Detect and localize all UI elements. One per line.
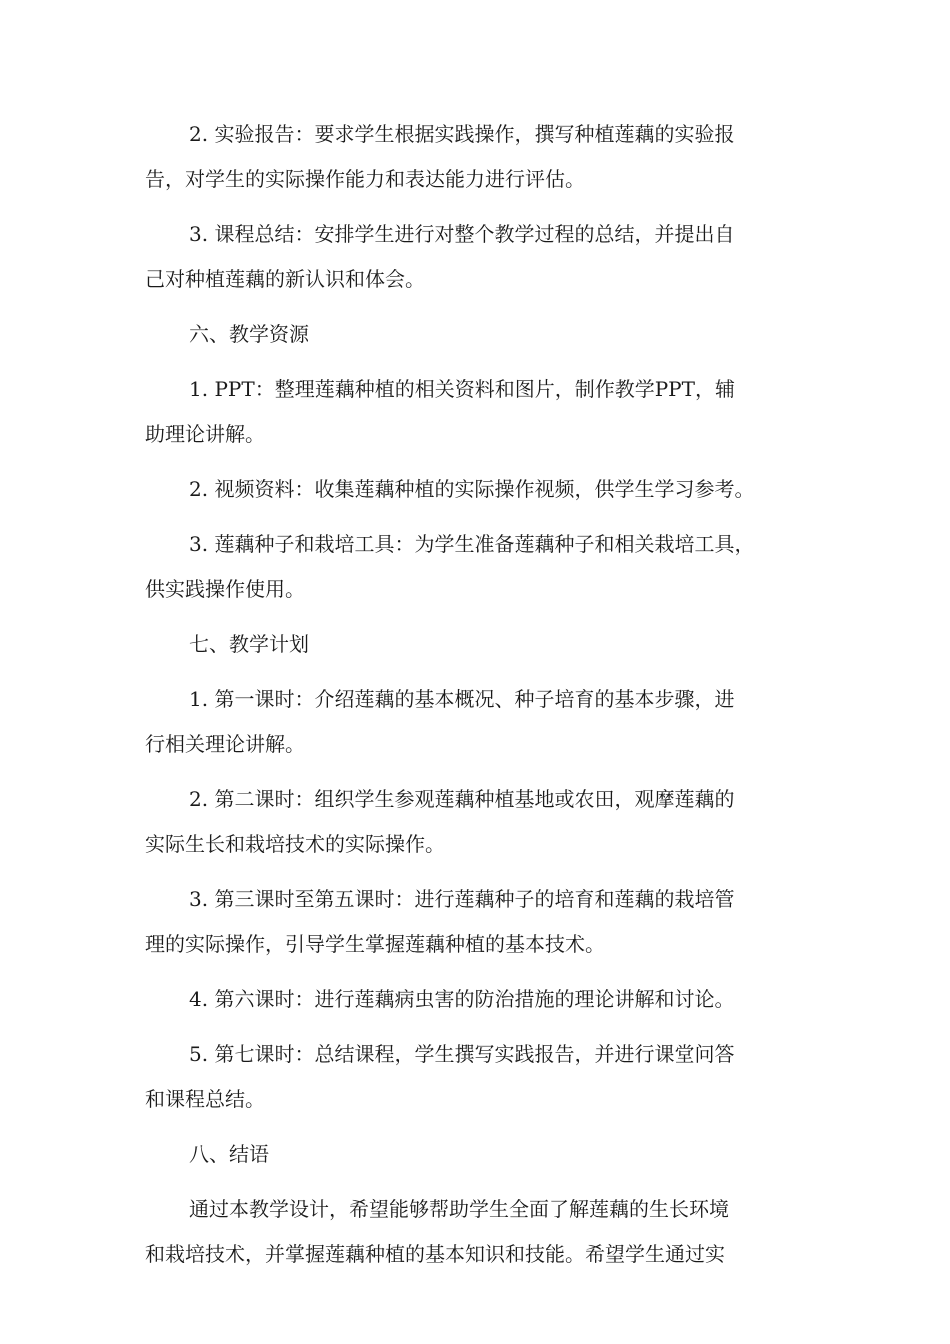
text-line: 2. 视频资料：收集莲藕种植的实际操作视频，供学生学习参考。	[189, 477, 755, 501]
paragraph-lesson-3-5	[145, 877, 815, 967]
heading-text: 七、教学计划	[189, 632, 309, 656]
text-line: 1. PPT：整理莲藕种植的相关资料和图片，制作教学PPT，辅	[189, 377, 735, 401]
section-heading-teaching-plan	[145, 622, 815, 667]
paragraph-experiment-report	[145, 112, 815, 202]
text-line: 2. 实验报告：要求学生根据实践操作，撰写种植莲藕的实验报	[189, 122, 735, 146]
document-body	[145, 112, 815, 1287]
text-line: 和栽培技术，并掌握莲藕种植的基本知识和技能。希望学生通过实	[145, 1242, 725, 1266]
paragraph-lesson-2	[145, 777, 815, 867]
heading-text: 六、教学资源	[189, 322, 309, 346]
text-line: 4. 第六课时：进行莲藕病虫害的防治措施的理论讲解和讨论。	[189, 987, 735, 1011]
paragraph-seeds-tools	[145, 522, 815, 612]
paragraph-course-summary	[145, 212, 815, 302]
text-line: 供实践操作使用。	[145, 577, 305, 601]
text-line: 3. 课程总结：安排学生进行对整个教学过程的总结，并提出自	[189, 222, 735, 246]
text-line: 3. 莲藕种子和栽培工具：为学生准备莲藕种子和相关栽培工具，	[189, 532, 755, 556]
text-line: 5. 第七课时：总结课程，学生撰写实践报告，并进行课堂问答	[189, 1042, 735, 1066]
paragraph-conclusion	[145, 1187, 815, 1277]
paragraph-video-materials	[145, 467, 815, 512]
text-line: 理的实际操作，引导学生掌握莲藕种植的基本技术。	[145, 932, 605, 956]
text-line: 行相关理论讲解。	[145, 732, 305, 756]
text-line: 告，对学生的实际操作能力和表达能力进行评估。	[145, 167, 585, 191]
paragraph-lesson-1	[145, 677, 815, 767]
text-line: 2. 第二课时：组织学生参观莲藕种植基地或农田，观摩莲藕的	[189, 787, 735, 811]
paragraph-ppt	[145, 367, 815, 457]
paragraph-lesson-7	[145, 1032, 815, 1122]
text-line: 1. 第一课时：介绍莲藕的基本概况、种子培育的基本步骤，进	[189, 687, 735, 711]
text-line: 和课程总结。	[145, 1087, 265, 1111]
section-heading-teaching-resources	[145, 312, 815, 357]
text-line: 通过本教学设计，希望能够帮助学生全面了解莲藕的生长环境	[189, 1197, 729, 1221]
text-line: 己对种植莲藕的新认识和体会。	[145, 267, 425, 291]
paragraph-lesson-6	[145, 977, 815, 1022]
section-heading-conclusion	[145, 1132, 815, 1177]
text-line: 实际生长和栽培技术的实际操作。	[145, 832, 445, 856]
text-line: 3. 第三课时至第五课时：进行莲藕种子的培育和莲藕的栽培管	[189, 887, 735, 911]
heading-text: 八、结语	[189, 1142, 269, 1166]
text-line: 助理论讲解。	[145, 422, 265, 446]
